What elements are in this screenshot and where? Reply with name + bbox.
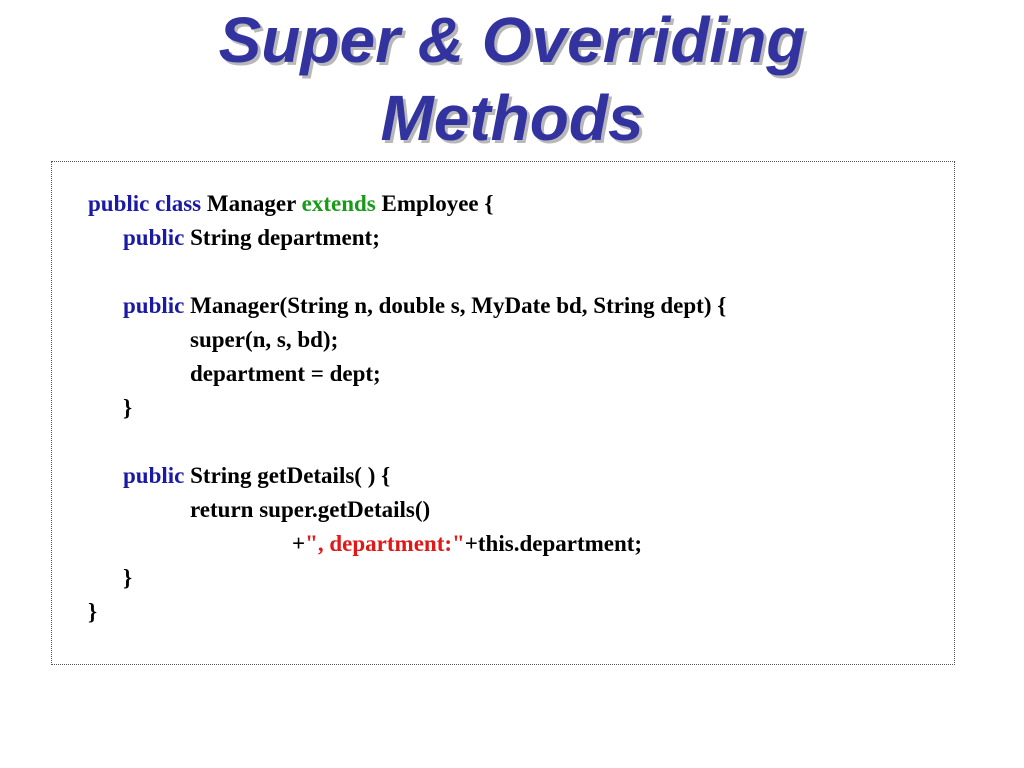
keyword-extends: extends xyxy=(301,191,376,216)
method-signature: String getDetails( ) { xyxy=(190,463,391,488)
code-line-super-call: super(n, s, bd); xyxy=(190,327,339,352)
slide-title xyxy=(0,0,1024,157)
code-line-close-class: } xyxy=(88,599,98,624)
keyword-public: public xyxy=(88,191,150,216)
code-line-assignment: department = dept; xyxy=(190,361,381,386)
string-literal: ", department:" xyxy=(305,531,465,556)
code-line-close-method: } xyxy=(123,565,133,590)
constructor-signature: Manager(String n, double s, MyDate bd, String dept) { xyxy=(190,293,727,318)
code-line-class-declaration xyxy=(88,189,493,219)
superclass-name: Employee { xyxy=(381,191,494,216)
code-line-concatenation xyxy=(292,529,642,559)
class-name: Manager xyxy=(206,191,296,216)
code-line-close-constructor: } xyxy=(123,395,133,420)
keyword-public: public xyxy=(123,225,185,250)
keyword-public: public xyxy=(123,293,185,318)
keyword-class: class xyxy=(155,191,202,216)
slide-title-line-1: Super & Overriding xyxy=(218,4,806,76)
code-line-constructor xyxy=(123,291,726,321)
code-line-return: return super.getDetails() xyxy=(190,497,431,522)
keyword-public: public xyxy=(123,463,185,488)
code-line-field xyxy=(123,223,380,253)
code-line-method xyxy=(123,461,390,491)
plus-operator: + xyxy=(292,531,306,556)
field-declaration: String department; xyxy=(190,225,380,250)
concat-rest: +this.department; xyxy=(464,531,643,556)
code-block xyxy=(51,161,955,665)
slide-title-line-2: Methods xyxy=(380,82,644,154)
